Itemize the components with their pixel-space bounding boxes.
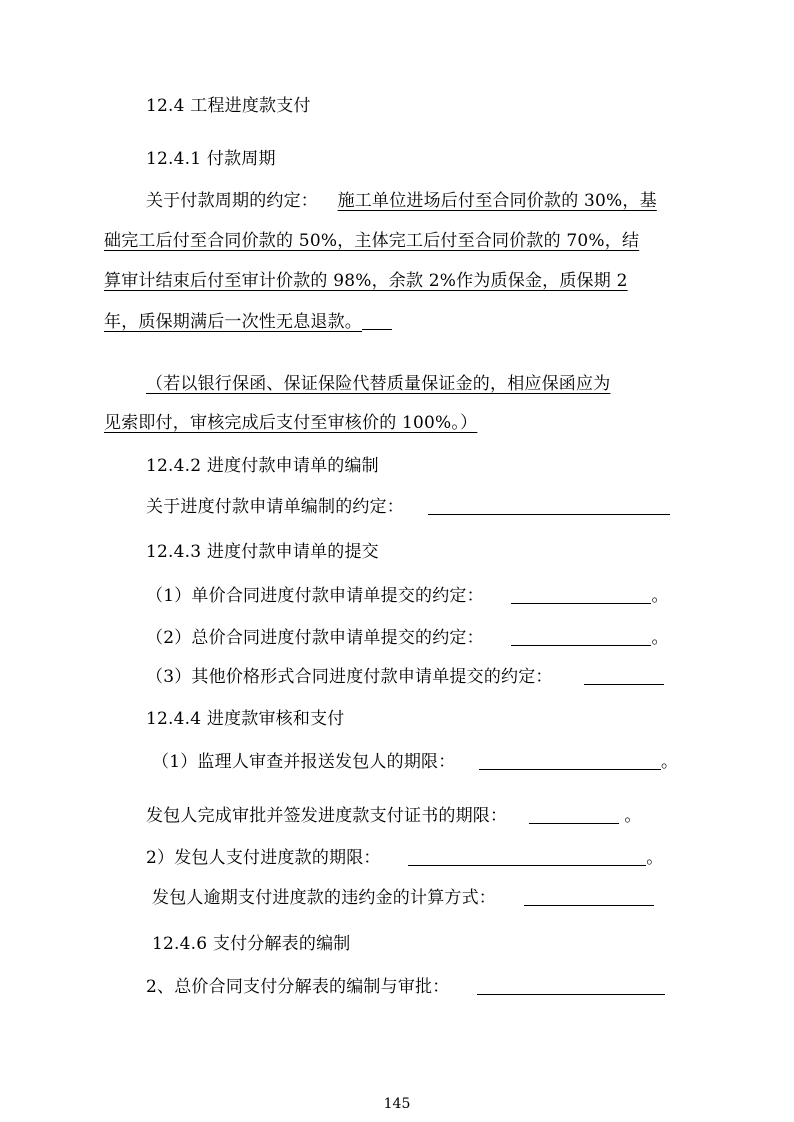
payment-cycle-line-3: 算审计结束后付至审计价款的 98%，余款 2%作为质保金，质保期 2 [104,271,628,291]
guarantee-note-line-2: 见索即付，审核完成后支付至审核价的 100%。） [104,413,478,433]
review-item-4-label: 发包人逾期支付进度款的违约金的计算方式： [152,888,496,908]
heading-12-4-6: 12.4.6 支付分解表的编制 [152,934,351,954]
period: 。 [651,628,669,648]
submit-item-2 [146,626,669,650]
heading-12-4-2: 12.4.2 进度付款申请单的编制 [146,456,379,476]
review-item-2-blank[interactable] [529,805,619,824]
review-item-3-label: 2）发包人支付进度款的期限： [146,848,381,868]
payment-cycle-value: 施工单位进场后付至合同价款的 30%，基 [337,191,657,211]
review-item-4-blank[interactable] [524,887,654,906]
review-item-3-blank[interactable] [408,847,646,866]
submit-item-1 [146,584,669,608]
blank-line [362,311,392,330]
submit-item-1-blank[interactable] [511,585,651,604]
breakdown-item-2 [146,975,665,999]
heading-12-4: 12.4 工程进度款支付 [146,96,311,116]
period: 。 [651,586,669,606]
review-item-3 [146,846,663,870]
submit-item-1-label: （1）单价合同进度付款申请单提交的约定： [146,586,484,606]
guarantee-note-line-1: （若以银行保函、保证保险代替质量保证金的，相应保函应为 [146,374,611,394]
breakdown-item-2-label: 2、总价合同支付分解表的编制与审批： [146,977,450,997]
review-item-1-blank[interactable] [479,751,661,770]
heading-12-4-1: 12.4.1 付款周期 [146,149,276,169]
submit-item-2-label: （2）总价合同进度付款申请单提交的约定： [146,628,484,648]
review-item-2-label: 发包人完成审批并签发进度款支付证书的期限： [146,806,508,826]
payment-cycle-line-1 [146,189,657,213]
prep-agreement [146,495,670,519]
submit-item-3-blank[interactable] [584,666,664,685]
submit-item-3 [146,665,664,689]
breakdown-item-2-blank[interactable] [477,976,665,995]
prep-agreement-blank[interactable] [428,496,670,515]
payment-cycle-line-2: 础完工后付至合同价款的 50%，主体完工后付至合同价款的 70%，结 [104,231,640,251]
submit-item-2-blank[interactable] [511,627,651,646]
submit-item-3-label: （3）其他价格形式合同进度付款申请单提交的约定： [146,667,553,687]
prep-agreement-label: 关于进度付款申请单编制的约定： [146,497,404,517]
heading-12-4-4: 12.4.4 进度款审核和支付 [146,709,345,729]
payment-cycle-end: 年，质保期满后一次性无息退款。 [104,312,362,332]
heading-12-4-3: 12.4.3 进度付款申请单的提交 [146,542,379,562]
period: 。 [646,848,664,868]
review-item-4 [152,886,654,910]
review-item-2 [146,804,642,828]
page-number: 145 [383,1096,411,1112]
period: 。 [661,752,679,772]
period: 。 [618,806,642,826]
review-item-1-label: （1）监理人审查并报送发包人的期限： [152,752,456,772]
payment-cycle-label: 关于付款周期的约定： [146,191,318,211]
review-item-1 [152,750,678,774]
payment-cycle-line-4 [104,310,392,334]
